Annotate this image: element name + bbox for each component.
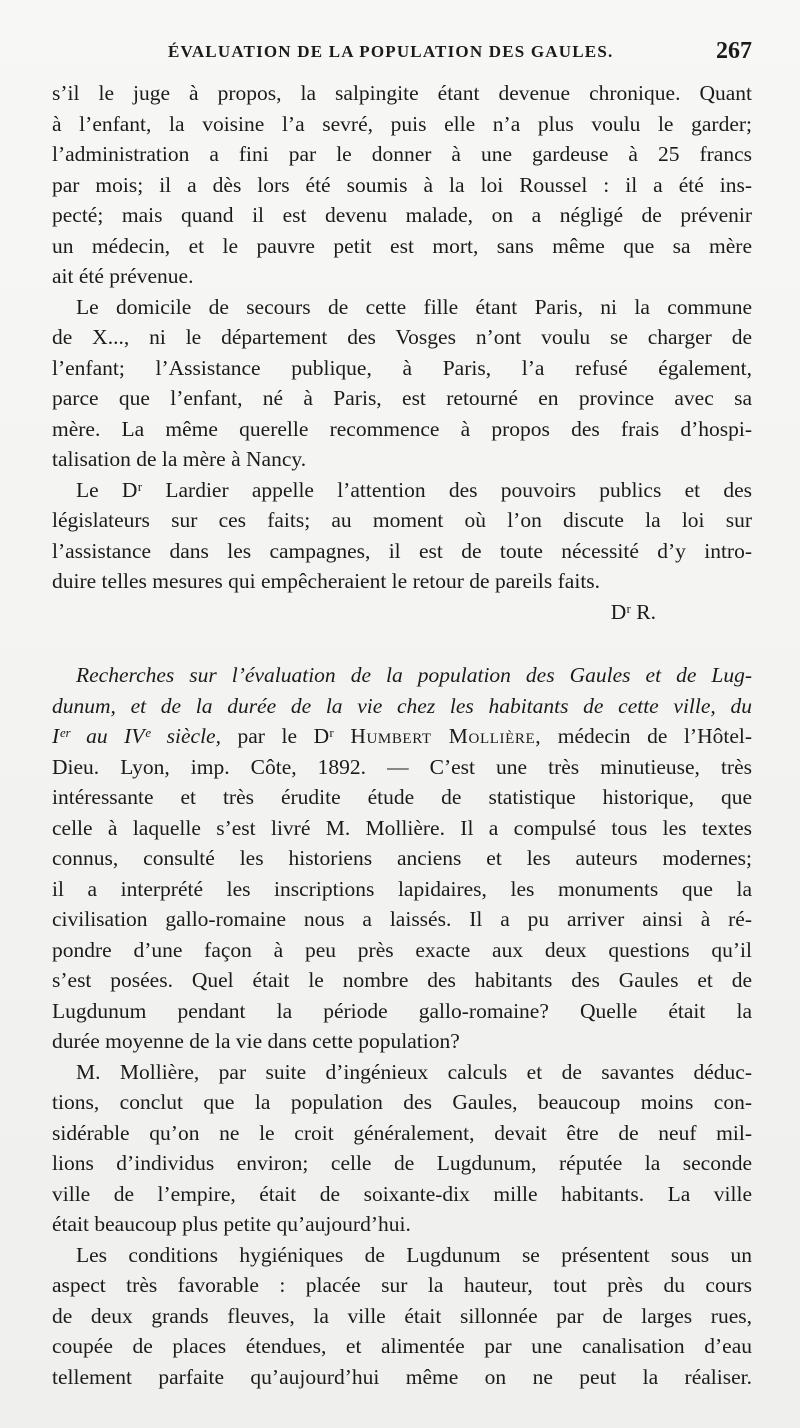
- review-period: Iᵉʳ au IVᵉ siècle,: [52, 724, 221, 748]
- text-line: l’enfant; l’Assistance publique, à Paris, l’a refusé également,: [52, 355, 752, 380]
- page-text: [52, 78, 752, 1392]
- review-affiliation: médecin de l’Hôtel-: [541, 724, 752, 748]
- paragraph-continuation: [52, 78, 752, 292]
- text-line: s’il le juge à propos, la salpingite étant devenue chronique. Quant: [52, 81, 752, 105]
- running-title: ÉVALUATION DE LA POPULATION DES GAULES.: [168, 42, 614, 61]
- text-line: coupée de places étendues, et alimentée par une canalisation d’eau: [52, 1334, 752, 1358]
- text-line: mère. La même querelle recommence à propos des frais d’hospi-: [52, 416, 752, 441]
- text-line: aspect très favorable : placée sur la hauteur, tout près du cours: [52, 1273, 752, 1297]
- text-line: ville de l’empire, était de soixante-dix mille habitants. La ville: [52, 1181, 752, 1206]
- section-gap: [52, 627, 752, 660]
- text-line: s’est posées. Quel était le nombre des habitants des Gaules et de: [52, 968, 752, 992]
- text-line: de X..., ni le département des Vosges n’ont voulu se charger de: [52, 325, 752, 349]
- text-line: duire telles mesures qui empêcheraient le retour de pareils faits.: [52, 569, 601, 593]
- text-line: civilisation gallo-romaine nous a laissés. Il a pu arriver ainsi à ré-: [52, 907, 752, 931]
- text-line: l’assistance dans les campagnes, il est de toute nécessité d’y intro-: [52, 538, 752, 563]
- text-line: ait été prévenue.: [52, 264, 194, 288]
- text-line: Les conditions hygiéniques de Lugdunum se présentent sous un: [76, 1242, 752, 1267]
- text-line: durée moyenne de la vie dans cette population?: [52, 1029, 460, 1053]
- review-entry: [52, 660, 752, 1057]
- text-line: lions d’individus environ; celle de Lugdunum, réputée la seconde: [52, 1151, 752, 1175]
- text-line: était beaucoup plus petite qu’aujourd’hui.: [52, 1212, 411, 1236]
- review-by: par le Dʳ: [220, 724, 351, 748]
- text-line: Le domicile de secours de cette fille étant Paris, ni la commune: [76, 294, 752, 319]
- review-citation-line: [52, 721, 752, 752]
- text-line: intéressante et très érudite étude de statistique historique, que: [52, 785, 752, 809]
- paragraph-conclusion: [52, 1057, 752, 1240]
- text-line: talisation de la mère à Nancy.: [52, 447, 307, 471]
- text-line: l’administration a fini par le donner à une gardeuse à 25 francs: [52, 142, 752, 166]
- text-line: tellement parfaite qu’aujourd’hui même on ne peut la réaliser.: [52, 1364, 752, 1389]
- text-line: celle à laquelle s’est livré M. Mollière. Il a compulsé tous les textes: [52, 815, 752, 840]
- text-line: de deux grands fleuves, la ville était sillonnée par de larges rues,: [52, 1303, 752, 1328]
- review-author: Humbert Mollière,: [350, 724, 542, 748]
- text-line: Dieu. Lyon, imp. Côte, 1892. — C’est une très minutieuse, très: [52, 754, 752, 779]
- text-line: pecté; mais quand il est devenu malade, on a négligé de prévenir: [52, 203, 752, 227]
- text-line: législateurs sur ces faits; au moment où l’on discute la loi sur: [52, 508, 752, 532]
- text-line: un médecin, et le pauvre petit est mort, sans même que sa mère: [52, 233, 752, 258]
- text-line: il a interprété les inscriptions lapidaires, les monuments que la: [52, 876, 752, 901]
- paragraph-hygiene: [52, 1240, 752, 1393]
- review-title-line: Recherches sur l’évaluation de la population des Gaules et de Lug-: [76, 663, 752, 687]
- text-line: Le Dʳ Lardier appelle l’attention des pouvoirs publics et des: [76, 477, 752, 502]
- text-line: pondre d’une façon à peu près exacte aux deux questions qu’il: [52, 937, 752, 962]
- page-number: 267: [716, 38, 752, 64]
- text-line: parce que l’enfant, né à Paris, est retourné en province avec sa: [52, 386, 752, 410]
- text-line: sidérable qu’on ne le croit généralement, devait être de neuf mil-: [52, 1120, 752, 1145]
- paragraph-domicile: [52, 292, 752, 475]
- signature: Dʳ R.: [610, 599, 656, 624]
- paragraph-lardier: [52, 475, 752, 597]
- text-line: connus, consulté les historiens anciens et les auteurs modernes;: [52, 846, 752, 870]
- review-title-line: dunum, et de la durée de la vie chez les habitants de cette ville, du: [52, 693, 752, 718]
- text-line: tions, conclut que la population des Gaules, beaucoup moins con-: [52, 1090, 752, 1114]
- text-line: à l’enfant, la voisine l’a sevré, puis elle n’a plus voulu le garder;: [52, 111, 752, 136]
- text-line: M. Mollière, par suite d’ingénieux calculs et de savantes déduc-: [76, 1059, 752, 1084]
- running-head: [52, 40, 752, 72]
- text-line: Lugdunum pendant la période gallo-romaine? Quelle était la: [52, 998, 752, 1023]
- text-line: par mois; il a dès lors été soumis à la loi Roussel : il a été ins-: [52, 172, 752, 197]
